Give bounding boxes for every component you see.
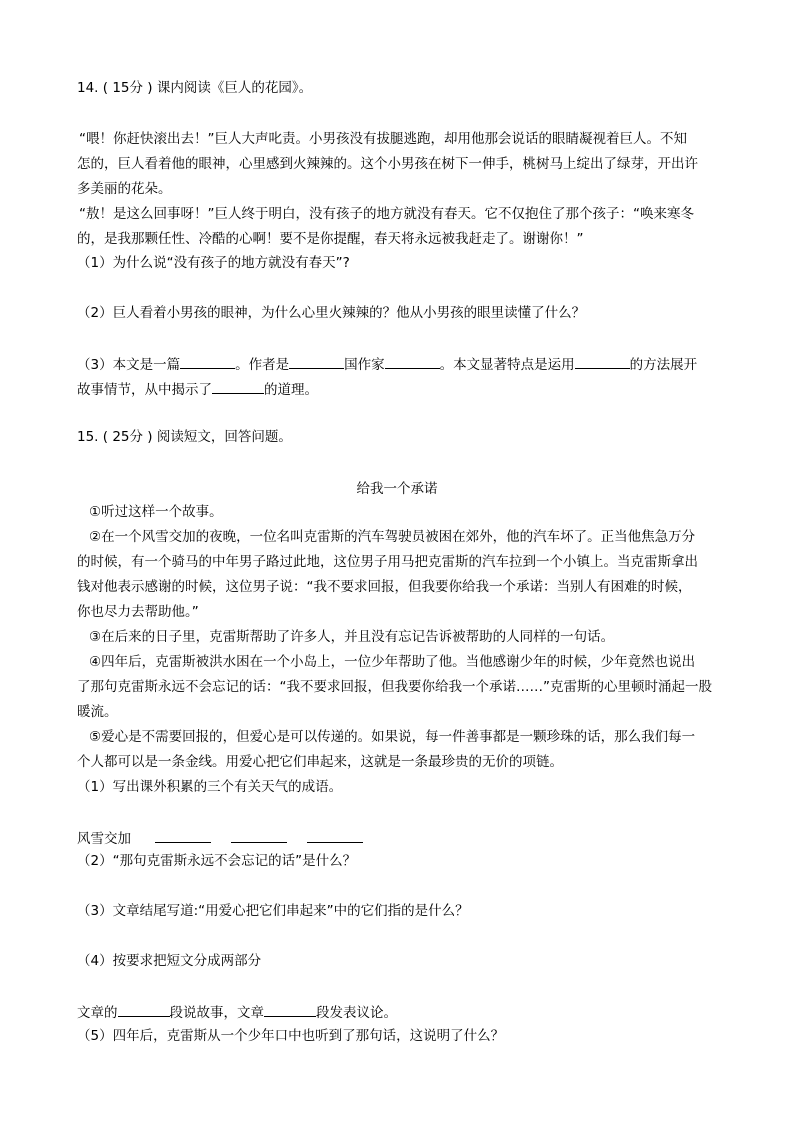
q15-sub5: （5）四年后，克雷斯从一个少年口中也听到了那句话，这说明了什么？ — [77, 1028, 505, 1044]
answer-blank[interactable] — [231, 828, 287, 843]
answer-blank[interactable] — [118, 1002, 170, 1017]
q14-sub3-line2 — [77, 379, 318, 400]
q14-passage-line: “喂！你赶快滚出去！”巨人大声叱责。小男孩没有拔腿逃跑，却用他那会说话的眼睛凝视着巨人。不知 — [79, 131, 687, 147]
q15-passage-line: ④四年后，克雷斯被洪水困在一个小岛上，一位少年帮助了他。当他感谢少年的时候，少年竟然也说出 — [89, 654, 696, 670]
q14-sub3-text: 国作家 — [344, 357, 385, 373]
q14-header: 14. ( 15分 ) 课内阅读《巨人的花园》。 — [77, 80, 313, 96]
q15-sub4-text: 段发表议论。 — [316, 1005, 397, 1021]
q15-sub4-text: 段说故事，文章 — [169, 1005, 264, 1021]
answer-blank[interactable] — [212, 379, 264, 394]
passage-title: 给我一个承诺 — [356, 481, 438, 497]
q15-passage-line: 了那句克雷斯永远不会忘记的话：“我不要求回报，但我要你给我一个承诺……”克雷斯的心里顿时涌起一股 — [77, 679, 712, 695]
answer-blank[interactable] — [289, 354, 344, 369]
q15-passage-line: ③在后来的日子里，克雷斯帮助了许多人，并且没有忘记告诉被帮助的人同样的一句话。 — [89, 629, 615, 645]
q14-passage-line: 多美丽的花朵。 — [77, 181, 172, 197]
q14-sub3-text: 的方法展开 — [629, 357, 698, 373]
q15-sub1: （1）写出课外积累的三个有关天气的成语。 — [77, 779, 343, 795]
q14-passage-line: 怎的，巨人看着他的眼神，心里感到火辣辣的。这个小男孩在树下一伸手，桃树马上绽出了绿芽，开出许 — [77, 156, 698, 172]
q14-sub2: （2）巨人看着小男孩的眼神，为什么心里火辣辣的？他从小男孩的眼里读懂了什么？ — [77, 305, 586, 321]
q15-header: 15. ( 25分 ) 阅读短文，回答问题。 — [77, 429, 292, 445]
q15-passage-line: ②在一个风雪交加的夜晚，一位名叫克雷斯的汽车驾驶员被困在郊外，他的汽车坏了。正当他焦急万分 — [89, 529, 696, 545]
q15-passage-line: 你也尽力去帮助他。” — [77, 604, 199, 620]
q15-passage-line: 钱对他表示感谢的时候，这位男子说：“我不要求回报，但我要你给我一个承诺：当别人有困难的时候， — [77, 579, 692, 595]
q14-sub3-text: 故事情节，从中揭示了 — [77, 382, 212, 398]
q14-sub3-text: 。作者是 — [235, 357, 290, 373]
q14-sub3-text: 的道理。 — [264, 382, 318, 398]
q14-sub1: （1）为什么说“没有孩子的地方就没有春天”? — [77, 255, 350, 271]
q15-passage-line: 暖流。 — [77, 704, 118, 720]
q15-sub4-answer-line — [77, 1002, 397, 1023]
answer-blank[interactable] — [575, 354, 630, 369]
q15-passage-line: 个人都可以是一条金线。用爱心把它们串起来，这就是一条最珍贵的无价的项链。 — [77, 754, 563, 770]
q14-sub3-text: 。本文显著特点是运用 — [439, 357, 575, 373]
answer-blank[interactable] — [385, 354, 440, 369]
q15-passage-line: ①听过这样一个故事。 — [89, 504, 223, 520]
q14-sub3-text: （3）本文是一篇 — [77, 357, 181, 373]
q14-sub3-line1 — [77, 354, 697, 375]
q14-passage-line: 的，是我那颗任性、冷酷的心啊！要不是你提醒，春天将永远被我赶走了。谢谢你！” — [77, 231, 584, 247]
q15-sub2: （2）“那句克雷斯永远不会忘记的话”是什么？ — [77, 853, 357, 869]
answer-blank[interactable] — [307, 828, 363, 843]
q15-sub1-answer-line — [77, 828, 363, 849]
answer-blank[interactable] — [264, 1002, 316, 1017]
q15-sub4-text: 文章的 — [77, 1005, 118, 1021]
answer-blank[interactable] — [180, 354, 235, 369]
q15-passage-line: 的时候，有一个骑马的中年男子路过此地，这位男子用马把克雷斯的汽车拉到一个小镇上。当克雷斯拿出 — [77, 554, 698, 570]
q15-passage-line: ⑤爱心是不需要回报的，但爱心是可以传递的。如果说，每一件善事都是一颗珍珠的话，那么我们每一 — [89, 729, 696, 745]
q15-sub3: （3）文章结尾写道:“用爱心把它们串起来”中的它们指的是什么？ — [77, 903, 469, 919]
q15-sub4: （4）按要求把短文分成两部分 — [77, 953, 262, 969]
idiom-example: 风雪交加 — [77, 831, 131, 847]
answer-blank[interactable] — [155, 828, 211, 843]
q14-passage-line: “敖！是这么回事呀！”巨人终于明白，没有孩子的地方就没有春天。它不仅抱住了那个孩子：“唤来寒冬 — [79, 206, 694, 222]
